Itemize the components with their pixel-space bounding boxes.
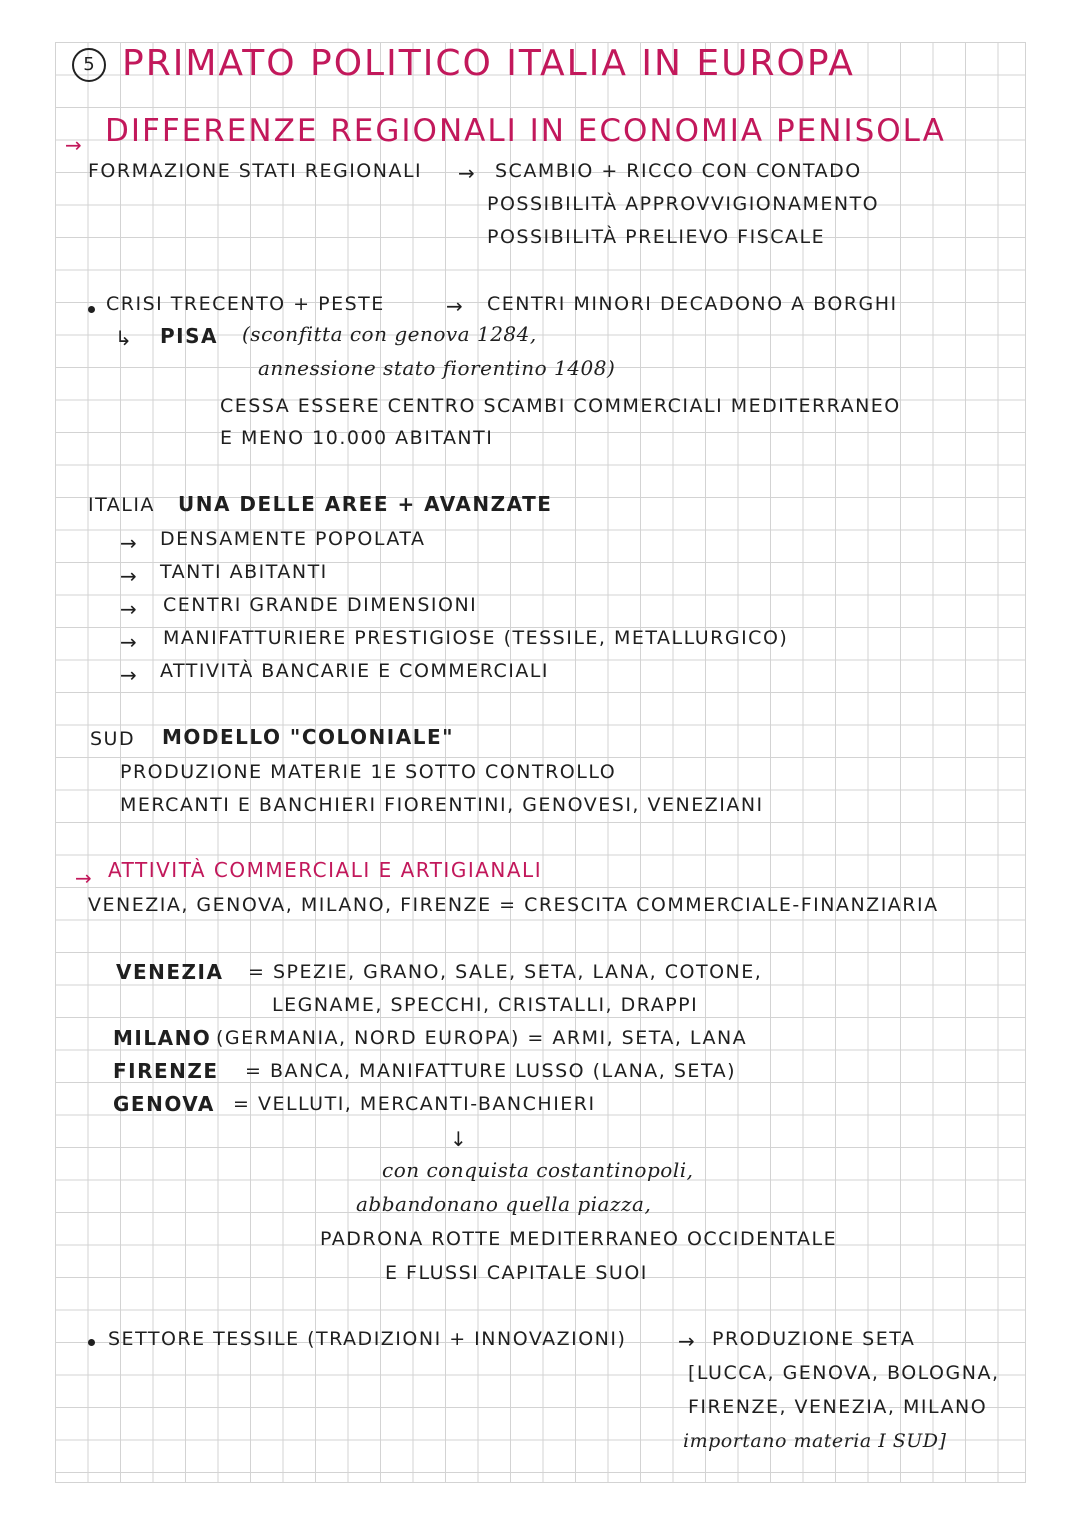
arrow-right-icon: → (678, 1329, 695, 1353)
arrow-right-icon: → (120, 531, 137, 555)
crisi-label: CRISI TRECENTO + PESTE (106, 293, 385, 315)
conquista-line: E FLUSSI CAPITALE SUOI (385, 1262, 648, 1284)
arrow-right-icon: → (120, 597, 137, 621)
crisi-line: CESSA ESSERE CENTRO SCAMBI COMMERCIALI MEDITERRANEO (220, 395, 901, 417)
crisi-result: CENTRI MINORI DECADONO A BORGHI (487, 293, 898, 315)
city-firenze: FIRENZE (113, 1059, 219, 1083)
sud-line: MERCANTI E BANCHIERI FIORENTINI, GENOVESI, VENEZIANI (120, 794, 764, 816)
city-milano: MILANO (113, 1026, 212, 1050)
arrow-right-icon: → (446, 294, 463, 318)
tessile-cities: FIRENZE, VENEZIA, MILANO (688, 1396, 988, 1418)
milano-goods: (GERMANIA, NORD EUROPA) = ARMI, SETA, LANA (216, 1027, 748, 1049)
tessile-note: importano materia I SUD] (683, 1430, 947, 1452)
genova-goods: = VELLUTI, MERCANTI-BANCHIERI (233, 1093, 596, 1115)
venezia-goods: LEGNAME, SPECCHI, CRISTALLI, DRAPPI (272, 994, 699, 1016)
heading-differenze: DIFFERENZE REGIONALI IN ECONOMIA PENISOLA (105, 113, 946, 149)
formazione-item: POSSIBILITÀ APPROVVIGIONAMENTO (487, 193, 880, 215)
venezia-goods: = SPEZIE, GRANO, SALE, SETA, LANA, COTONE, (248, 961, 763, 983)
tessile-cities: [LUCCA, GENOVA, BOLOGNA, (688, 1362, 1000, 1384)
sud-heading: MODELLO "COLONIALE" (162, 725, 455, 749)
arrow-right-icon: → (458, 161, 475, 185)
page-title: PRIMATO POLITICO ITALIA IN EUROPA (122, 43, 855, 84)
arrow-right-icon: → (120, 630, 137, 654)
sud-label: SUD (90, 728, 136, 750)
city-venezia: VENEZIA (116, 960, 224, 984)
italia-item: ATTIVITÀ BANCARIE E COMMERCIALI (160, 660, 550, 682)
crisi-line: E MENO 10.000 ABITANTI (220, 427, 494, 449)
italia-item: CENTRI GRANDE DIMENSIONI (163, 594, 478, 616)
italia-item: TANTI ABITANTI (160, 561, 328, 583)
pisa-note: (sconfitta con genova 1284, (242, 322, 537, 346)
italia-item: DENSAMENTE POPOLATA (160, 528, 426, 550)
arrow-right-icon: → (120, 663, 137, 687)
formazione-item: SCAMBIO + RICCO CON CONTADO (495, 160, 862, 182)
conquista-line: abbandonano quella piazza, (356, 1192, 652, 1216)
formazione-label: FORMAZIONE STATI REGIONALI (88, 160, 423, 182)
italia-label: ITALIA (88, 494, 155, 516)
tessile-label: SETTORE TESSILE (TRADIZIONI + INNOVAZIONI) (108, 1328, 627, 1350)
pisa-label: PISA (160, 324, 218, 348)
cities-line: VENEZIA, GENOVA, MILANO, FIRENZE = CRESCITA COMMERCIALE-FINANZIARIA (88, 894, 939, 916)
tessile-result: PRODUZIONE SETA (712, 1328, 916, 1350)
bullet-dot (88, 306, 95, 313)
firenze-goods: = BANCA, MANIFATTURE LUSSO (LANA, SETA) (245, 1060, 736, 1082)
arrow-return-icon: ↳ (115, 326, 132, 350)
section-number: 5 (72, 48, 106, 82)
pisa-note: annessione stato fiorentino 1408) (258, 356, 616, 380)
conquista-line: PADRONA ROTTE MEDITERRANEO OCCIDENTALE (320, 1228, 838, 1250)
arrow-right-icon: → (65, 133, 82, 157)
arrow-right-icon: → (75, 866, 92, 890)
city-genova: GENOVA (113, 1092, 215, 1116)
conquista-line: con conquista costantinopoli, (382, 1158, 694, 1182)
sud-line: PRODUZIONE MATERIE 1E SOTTO CONTROLLO (120, 761, 617, 783)
bullet-dot (88, 1339, 95, 1346)
italia-heading: UNA DELLE AREE + AVANZATE (178, 492, 553, 516)
arrow-right-icon: → (120, 564, 137, 588)
heading-attivita: ATTIVITÀ COMMERCIALI E ARTIGIANALI (108, 858, 543, 882)
arrow-down-icon: ↓ (450, 1127, 469, 1151)
formazione-item: POSSIBILITÀ PRELIEVO FISCALE (487, 226, 826, 248)
italia-item: MANIFATTURIERE PRESTIGIOSE (TESSILE, METALLURGICO) (163, 627, 789, 649)
